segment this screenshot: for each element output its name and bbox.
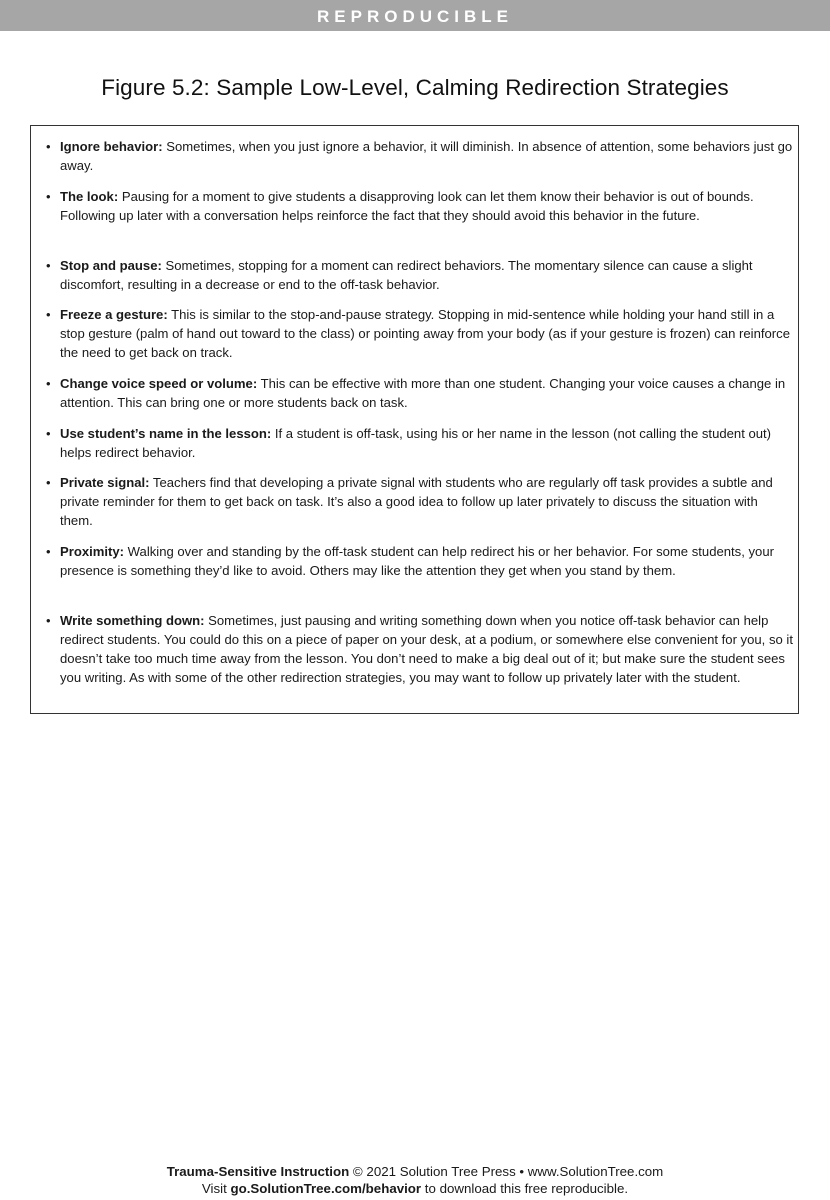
bullet-icon: • (46, 376, 51, 391)
strategy-item (46, 542, 794, 580)
strategy-text: If a student is off-task, using his or her name in the lesson (not calling the student out) helps redirect behavior. (60, 426, 772, 460)
strategy-text: Pausing for a moment to give students a disapproving look can let them know their behavior is out of bounds. Following up later with a conversation helps reinforce the fact that they should avoid this behavior in the future. (60, 189, 754, 223)
strategy-item (46, 473, 794, 530)
bullet-icon: • (46, 426, 51, 441)
footer-book-title: Trauma-Sensitive Instruction (166, 1164, 350, 1179)
bullet-icon: • (46, 544, 51, 559)
strategy-lead: Use student’s name in the lesson: (60, 426, 272, 441)
strategy-item (46, 305, 794, 362)
strategy-text: This can be effective with more than one student. Changing your voice causes a change in attention. This can bring one or more students back on task. (60, 376, 786, 410)
bullet-icon: • (46, 189, 51, 204)
footer-visit-prefix: Visit (201, 1181, 231, 1196)
strategy-lead: Private signal: (60, 475, 150, 490)
bullet-icon: • (46, 307, 51, 322)
strategy-lead: Ignore behavior: (60, 139, 163, 154)
strategy-lead: Proximity: (60, 544, 125, 559)
strategy-item (46, 611, 794, 687)
footer-copyright: © 2021 Solution Tree Press • www.SolutionTree.com (349, 1164, 664, 1179)
strategy-text: Sometimes, stopping for a moment can redirect behaviors. The momentary silence can cause a slight discomfort, resulting in a decrease or end to the off-task behavior. (60, 258, 753, 292)
strategy-item (46, 137, 794, 175)
strategy-item (46, 424, 794, 462)
bullet-icon: • (46, 475, 51, 490)
bullet-icon: • (46, 258, 51, 273)
footer-visit-suffix: to download this free reproducible. (421, 1181, 629, 1196)
strategy-lead: The look: (60, 189, 119, 204)
bullet-icon: • (46, 139, 51, 154)
strategy-lead: Freeze a gesture: (60, 307, 168, 322)
strategy-item (46, 374, 794, 412)
strategy-lead: Write something down: (60, 613, 205, 628)
strategy-text: Sometimes, when you just ignore a behavior, it will diminish. In absence of attention, some behaviors just go away. (60, 139, 793, 173)
strategy-item (46, 256, 794, 294)
strategy-item (46, 187, 794, 225)
footer-visit-link[interactable]: go.SolutionTree.com/behavior (230, 1181, 422, 1196)
footer-copyright-line (0, 1163, 830, 1180)
strategy-text: Walking over and standing by the off-task student can help redirect his or her behavior. For some students, your presence is something they’d like to avoid. Others may like the attention they get when you stand by them. (60, 544, 774, 578)
strategies-box (30, 125, 799, 714)
strategy-lead: Change voice speed or volume: (60, 376, 258, 391)
strategy-lead: Stop and pause: (60, 258, 162, 273)
footer-visit-line (0, 1180, 830, 1197)
strategy-text: Teachers find that developing a private signal with students who are regularly off task provides a subtle and private reminder for them to get back on task. It’s also a good idea to follow up later privately to discuss the situation with them. (60, 475, 773, 528)
strategy-text: This is similar to the stop-and-pause strategy. Stopping in mid-sentence while holding your hand still in a stop gesture (palm of hand out toward to the class) or pointing away from your body (as if your gesture is frozen) can reinforce the need to get back on track. (60, 307, 790, 360)
bullet-icon: • (46, 613, 51, 628)
reproducible-banner: REPRODUCIBLE (0, 0, 830, 31)
strategy-text: Sometimes, just pausing and writing something down when you notice off-task behavior can help redirect students. You could do this on a piece of paper on your desk, at a podium, or somewhere else convenient for you, so it doesn’t take too much time away from the lesson. You don’t need to make a big deal out of it; but make sure the student sees you writing. As with some of the other redirection strategies, you may want to follow up privately later with the student. (60, 613, 793, 685)
figure-title: Figure 5.2: Sample Low-Level, Calming Redirection Strategies (101, 75, 729, 101)
